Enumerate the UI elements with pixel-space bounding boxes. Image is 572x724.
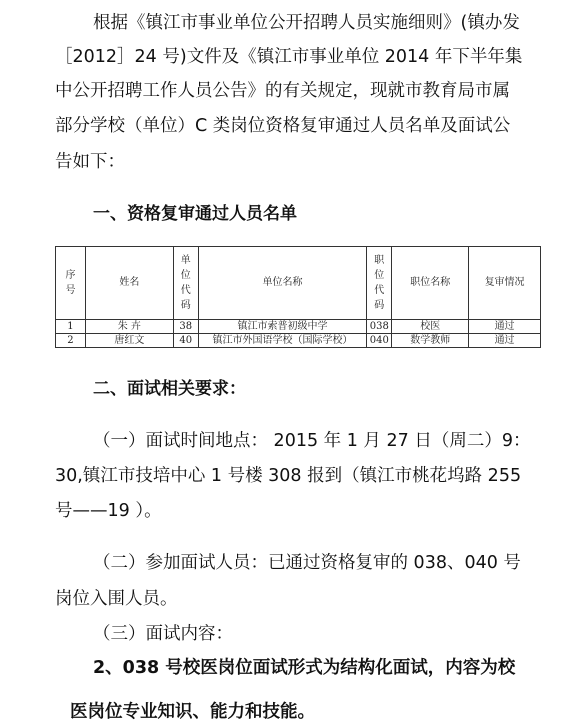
- table-cell: 38: [173, 320, 198, 334]
- header-cell: 姓名: [85, 247, 173, 320]
- intro-line: ［2012］24 号)文件及《镇江市事业单位 2014 年下半年集: [55, 47, 523, 67]
- header-cell: 复审情况: [469, 247, 541, 320]
- table-cell: 唐红文: [85, 334, 173, 348]
- paragraph-line: （二）参加面试人员：已通过资格复审的 038、040 号: [93, 553, 521, 573]
- paragraph-line: （一）面试时间地点： 2015 年 1 月 27 日（周二）9：: [93, 431, 531, 451]
- header-cell: 职位代码: [367, 247, 392, 320]
- paragraph-line: 岗位入围人员。: [55, 589, 178, 609]
- header-cell: 单位名称: [198, 247, 367, 320]
- header-cell: 单位代码: [173, 247, 198, 320]
- table-header-row: [56, 247, 541, 320]
- table-cell: 40: [173, 334, 198, 348]
- intro-line: 部分学校（单位）C 类岗位资格复审通过人员名单及面试公: [55, 116, 511, 136]
- section-title-requirements: 二、面试相关要求：: [93, 379, 246, 399]
- section-title-list: 一、资格复审通过人员名单: [93, 204, 297, 224]
- header-cell: 职位名称: [392, 247, 469, 320]
- table-cell: 朱 卉: [85, 320, 173, 334]
- table-row: [56, 334, 541, 348]
- paragraph-line: 医岗位专业知识、能力和技能。: [70, 702, 315, 722]
- paragraph-line: 30,镇江市技培中心 1 号楼 308 报到（镇江市桃花坞路 255: [55, 466, 522, 486]
- table-cell: 2: [56, 334, 86, 348]
- interview-content-label: （三）面试内容：: [93, 624, 233, 644]
- table-cell: 镇江市索普初级中学: [198, 320, 367, 334]
- table-cell: 040: [367, 334, 392, 348]
- table-row: [56, 320, 541, 334]
- paragraph-line: 号——19 ）。: [55, 501, 162, 521]
- table-cell: 038: [367, 320, 392, 334]
- table-cell: 校医: [392, 320, 469, 334]
- paragraph-line: 2、038 号校医岗位面试形式为结构化面试，内容为校: [93, 658, 516, 678]
- table-cell: 通过: [469, 334, 541, 348]
- intro-line: 根据《镇江市事业单位公开招聘人员实施细则》(镇办发: [93, 13, 520, 33]
- header-cell: 序号: [56, 247, 86, 320]
- table-cell: 镇江市外国语学校（国际学校）: [198, 334, 367, 348]
- table-cell: 数学教师: [392, 334, 469, 348]
- table-cell: 1: [56, 320, 86, 334]
- qualified-list-table: [55, 246, 541, 348]
- table-cell: 通过: [469, 320, 541, 334]
- intro-line: 中公开招聘工作人员公告》的有关规定，现就市教育局市属: [55, 81, 510, 101]
- intro-line: 告如下：: [55, 152, 125, 172]
